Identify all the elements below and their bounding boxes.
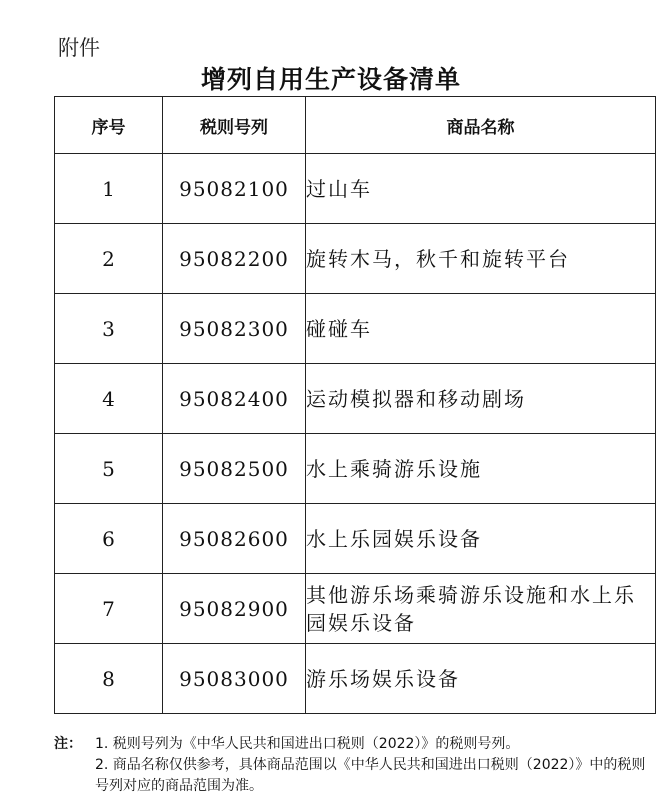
row-tariff-code: 95082600 xyxy=(163,504,306,574)
attachment-label: 附件 xyxy=(58,36,100,60)
row-tariff-code: 95082200 xyxy=(163,224,306,294)
row-product-name: 其他游乐场乘骑游乐设施和水上乐园娱乐设备 xyxy=(306,574,656,644)
header-product-name: 商品名称 xyxy=(306,97,656,154)
row-index: 5 xyxy=(55,434,163,504)
row-tariff-code: 95082400 xyxy=(163,364,306,434)
table-row xyxy=(55,574,656,644)
table-row xyxy=(55,294,656,364)
table-row xyxy=(55,504,656,574)
row-tariff-code: 95082900 xyxy=(163,574,306,644)
table-header-row xyxy=(55,97,656,154)
table-row xyxy=(55,364,656,434)
row-index: 4 xyxy=(55,364,163,434)
row-product-name: 水上乐园娱乐设备 xyxy=(306,504,656,574)
row-product-name: 旋转木马，秋千和旋转平台 xyxy=(306,224,656,294)
footnotes xyxy=(54,734,655,797)
row-index: 1 xyxy=(55,154,163,224)
header-index: 序号 xyxy=(55,97,163,154)
row-product-name: 碰碰车 xyxy=(306,294,656,364)
row-index: 7 xyxy=(55,574,163,644)
row-index: 6 xyxy=(55,504,163,574)
row-product-name: 水上乘骑游乐设施 xyxy=(306,434,656,504)
row-index: 8 xyxy=(55,644,163,714)
row-product-name: 运动模拟器和移动剧场 xyxy=(306,364,656,434)
row-index: 2 xyxy=(55,224,163,294)
table-row xyxy=(55,644,656,714)
row-product-name: 过山车 xyxy=(306,154,656,224)
row-tariff-code: 95082100 xyxy=(163,154,306,224)
note-item: 2. 商品名称仅供参考，具体商品范围以《中华人民共和国进出口税则（2022）》中的税则号列对应的商品范围为准。 xyxy=(95,757,646,794)
row-product-name: 游乐场娱乐设备 xyxy=(306,644,656,714)
equipment-list-table xyxy=(54,96,656,714)
notes-prefix: 注： xyxy=(54,736,82,752)
row-tariff-code: 95082500 xyxy=(163,434,306,504)
row-tariff-code: 95083000 xyxy=(163,644,306,714)
document-title: 增列自用生产设备清单 xyxy=(200,65,461,94)
table-row xyxy=(55,224,656,294)
header-tariff-code: 税则号列 xyxy=(163,97,306,154)
row-tariff-code: 95082300 xyxy=(163,294,306,364)
note-item: 1. 税则号列为《中华人民共和国进出口税则（2022）》的税则号列。 xyxy=(95,736,520,752)
table-row xyxy=(55,154,656,224)
row-index: 3 xyxy=(55,294,163,364)
table-row xyxy=(55,434,656,504)
